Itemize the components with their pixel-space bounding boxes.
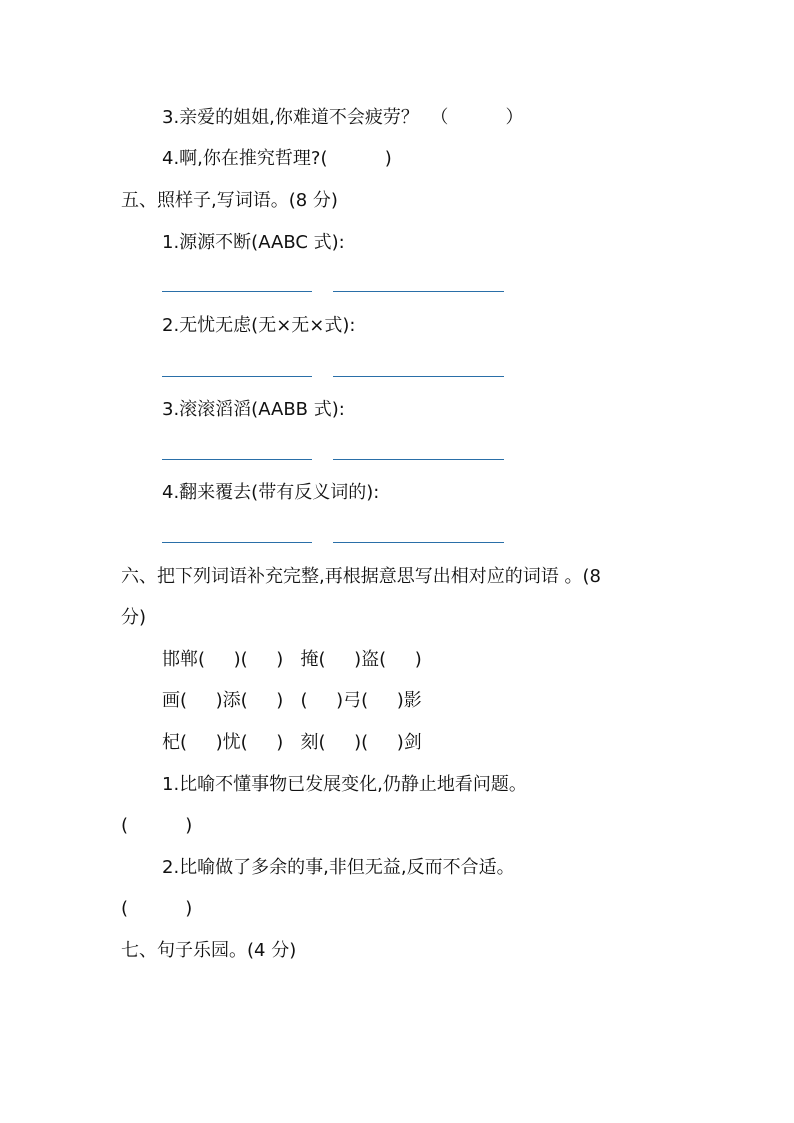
idiom-row-3: 杞( )忧( ) 刻( )( )剑 <box>162 732 422 753</box>
answer-blank-1[interactable]: ( ) <box>121 815 193 836</box>
answer-line[interactable] <box>162 376 312 377</box>
answer-line[interactable] <box>333 376 504 377</box>
answer-line[interactable] <box>333 291 504 292</box>
answer-line[interactable] <box>162 459 312 460</box>
answer-blank-2[interactable]: ( ) <box>121 898 193 919</box>
section-5-item-2: 2.无忧无虑(无×无×式): <box>162 315 356 336</box>
section-5-item-1: 1.源源不断(AABC 式): <box>162 232 345 253</box>
section-5-heading: 五、照样子,写词语。(8 分) <box>121 190 338 211</box>
idiom-row-1: 邯郸( )( ) 掩( )盗( ) <box>162 649 422 670</box>
section-6-heading-cont: 分) <box>121 607 147 628</box>
section-6-heading: 六、把下列词语补充完整,再根据意思写出相对应的词语 。(8 <box>121 566 601 587</box>
answer-line[interactable] <box>162 291 312 292</box>
answer-line[interactable] <box>162 542 312 543</box>
answer-line[interactable] <box>333 459 504 460</box>
section-5-item-4: 4.翻来覆去(带有反义词的): <box>162 482 380 503</box>
meaning-1: 1.比喻不懂事物已发展变化,仍静止地看问题。 <box>162 774 527 795</box>
answer-line[interactable] <box>333 542 504 543</box>
question-4-4: 4.啊,你在推究哲理?( ) <box>162 148 392 169</box>
section-7-heading: 七、句子乐园。(4 分) <box>121 940 297 961</box>
meaning-2: 2.比喻做了多余的事,非但无益,反而不合适。 <box>162 857 515 878</box>
question-4-3: 3.亲爱的姐姐,你难道不会疲劳？ （ ） <box>162 107 524 128</box>
section-5-item-3: 3.滚滚滔滔(AABB 式): <box>162 399 345 420</box>
idiom-row-2: 画( )添( ) ( )弓( )影 <box>162 690 422 711</box>
